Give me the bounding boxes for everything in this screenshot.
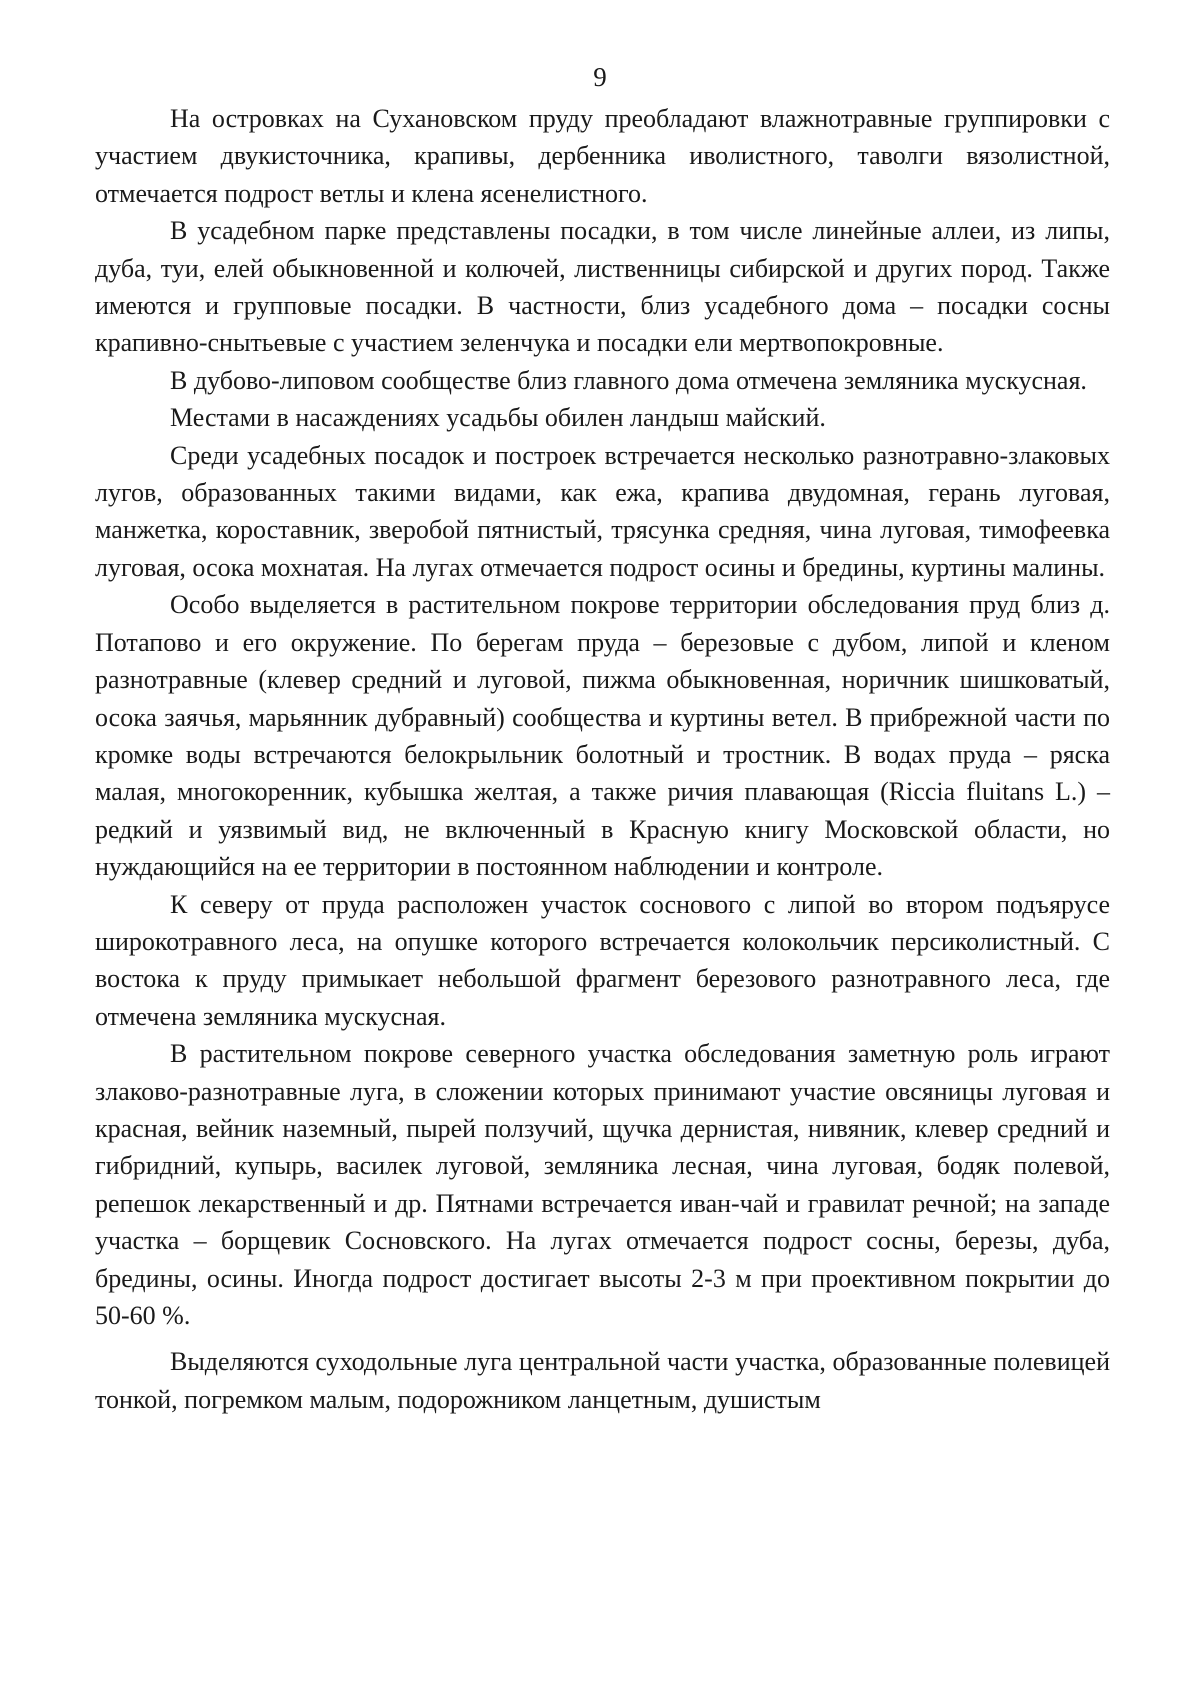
- paragraph-islands: На островках на Сухановском пруду преобладают влажнотравные группировки с участием двукисточника, крапивы, дербенника иволистного, таволги вязолистной, отмечается подрост ветлы и клена ясенелистного.: [95, 104, 1110, 208]
- paragraph-meadows: Среди усадебных посадок и построек встречается несколько разнотравно-злаковых лугов, образованных такими видами, как ежа, крапива двудомная, герань луговая, манжетка, короставник, зверобой пятнистый, трясунка средняя, чина луговая, тимофеевка луговая, осока мохнатая. На лугах отмечается подрост осины и бредины, куртины малины.: [95, 440, 1110, 582]
- paragraph-pine-forest: К северу от пруда расположен участок соснового с липой во втором подъярусе широкотравного леса, на опушке которого встречается колокольчик персиколистный. С востока к пруду примыкает небольшой фрагмент березового разнотравного леса, где отмечена земляника мускусная.: [95, 889, 1110, 1031]
- paragraph-oak-linden: В дубово-липовом сообществе близ главного дома отмечена земляника мускусная.: [170, 365, 1087, 395]
- paragraph-estate-park: В усадебном парке представлены посадки, в том числе линейные аллеи, из липы, дуба, туи, елей обыкновенной и колючей, лиственницы сибирской и других пород. Также имеются и групповые посадки. В частности, близ усадебного дома – посадки сосны крапивно-снытьевые с участием зеленчука и посадки ели мертвопокровные.: [95, 216, 1110, 358]
- paragraph-northern-section: В растительном покрове северного участка обследования заметную роль играют злаково-разнотравные луга, в сложении которых принимают участие овсяницы луговая и красная, вейник наземный, пырей ползучий, щучка дернистая, нивяник, клевер средний и гибридний, купырь, василек луговой, земляника лесная, чина луговая, бодяк полевой, репешок лекарственный и др. Пятнами встречается иван-чай и гравилат речной; на западе участка – борщевик Сосновского. На лугах отмечается подрост сосны, березы, дуба, бредины, осины. Иногда подрост достигает высоты 2-3 м при проективном покрытии до 50-60 %.: [95, 1039, 1110, 1330]
- paragraph-dry-meadows: Выделяются суходольные луга центральной части участка, образованные полевицей тонкой, погремком малым, подорожником ланцетным, душистым: [95, 1347, 1110, 1414]
- body-text: [95, 100, 1110, 1418]
- page-number: 9: [593, 62, 607, 92]
- paragraph-lily-of-valley: Местами в насаждениях усадьбы обилен ландыш майский.: [170, 403, 826, 433]
- paragraph-potapovo-pond: Особо выделяется в растительном покрове территории обследования пруд близ д. Потапово и его окружение. По берегам пруда – березовые с дубом, липой и кленом разнотравные (клевер средний и луговой, пижма обыкновенная, норичник шишковатый, осока заячья, марьянник дубравный) сообщества и куртины ветел. В прибрежной части по кромке воды встречаются белокрыльник болотный и тростник. В водах пруда – ряска малая, многокоренник, кубышка желтая, а также ричия плавающая (Riccia fluitans L.) – редкий и уязвимый вид, не включенный в Красную книгу Московской области, но нуждающийся на ее территории в постоянном наблюдении и контроле.: [95, 590, 1110, 882]
